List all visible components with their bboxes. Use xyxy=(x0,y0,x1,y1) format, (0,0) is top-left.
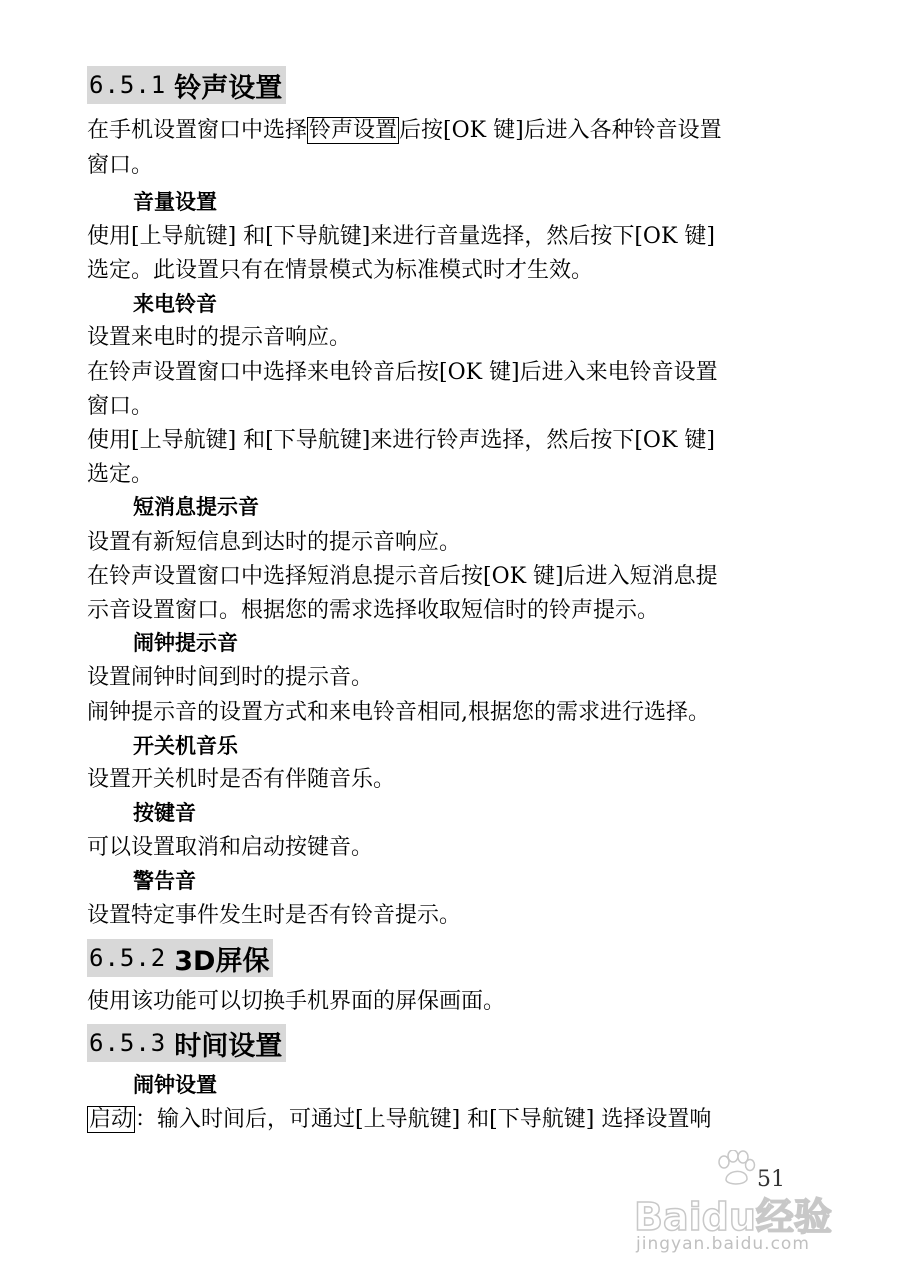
section-title-6-5-2 xyxy=(87,939,273,977)
section-heading: 3D屏保 xyxy=(174,945,270,977)
body-line: 选定。 xyxy=(87,462,154,487)
body-line: 示音设置窗口。根据您的需求选择收取短信时的铃声提示。 xyxy=(87,598,660,623)
body-line: 使用该功能可以切换手机界面的屏保画面。 xyxy=(87,989,506,1014)
intro-line-1: 在手机设置窗口中选择铃声设置后按[OK 键]后进入各种铃音设置 xyxy=(87,118,722,143)
body-line: 可以设置取消和启动按键音。 xyxy=(87,835,374,860)
paw-icon xyxy=(716,1150,756,1186)
body-line: 使用[上导航键] 和[下导航键]来进行音量选择，然后按下[OK 键] xyxy=(87,224,715,249)
body-line: 设置闹钟时间到时的提示音。 xyxy=(87,665,374,690)
body-line: 在铃声设置窗口中选择短消息提示音后按[OK 键]后进入短消息提 xyxy=(87,564,718,589)
boxed-term-ringtone-settings: 铃声设置 xyxy=(309,118,398,143)
watermark-url: jingyan.baidu.com xyxy=(636,1234,810,1254)
boxed-term-start: 启动 xyxy=(89,1107,134,1132)
section-heading: 铃声设置 xyxy=(174,72,283,104)
subheading-sms-tone: 短消息提示音 xyxy=(133,495,259,519)
body-line: 使用[上导航键] 和[下导航键]来进行铃声选择，然后按下[OK 键] xyxy=(87,428,715,453)
section-number: 6.5.3 xyxy=(89,1029,167,1057)
watermark-brand: Baidu经验 xyxy=(634,1195,832,1239)
subheading-volume: 音量设置 xyxy=(133,190,217,214)
intro-line-2: 窗口。 xyxy=(87,153,154,178)
body-line: 设置来电时的提示音响应。 xyxy=(87,325,352,350)
baidu-jingyan-watermark xyxy=(634,1150,834,1260)
subheading-power-music: 开关机音乐 xyxy=(133,734,238,758)
body-line: 设置有新短信息到达时的提示音响应。 xyxy=(87,530,462,555)
body-line: 选定。此设置只有在情景模式为标准模式时才生效。 xyxy=(87,258,594,283)
body-line: 闹钟提示音的设置方式和来电铃音相同,根据您的需求进行选择。 xyxy=(87,700,710,725)
body-line: 设置开关机时是否有伴随音乐。 xyxy=(87,767,396,792)
body-line: 在铃声设置窗口中选择来电铃音后按[OK 键]后进入来电铃音设置 xyxy=(87,360,718,385)
section-title-6-5-3 xyxy=(87,1024,286,1062)
body-line: 窗口。 xyxy=(87,394,154,419)
subheading-key-tone: 按键音 xyxy=(133,801,196,825)
page-number: 51 xyxy=(757,1167,785,1192)
subheading-incoming-ringtone: 来电铃音 xyxy=(133,292,217,316)
subheading-alarm-settings: 闹钟设置 xyxy=(133,1073,217,1097)
section-number: 6.5.1 xyxy=(89,71,167,99)
section-heading: 时间设置 xyxy=(174,1030,283,1062)
body-line: 设置特定事件发生时是否有铃音提示。 xyxy=(87,903,462,928)
subheading-alarm-tone: 闹钟提示音 xyxy=(133,631,238,655)
section-title-6-5-1 xyxy=(87,66,286,104)
body-line: 启动：输入时间后，可通过[上导航键] 和[下导航键] 选择设置响 xyxy=(89,1107,712,1132)
section-number: 6.5.2 xyxy=(89,944,167,972)
subheading-warning-tone: 警告音 xyxy=(133,869,196,893)
